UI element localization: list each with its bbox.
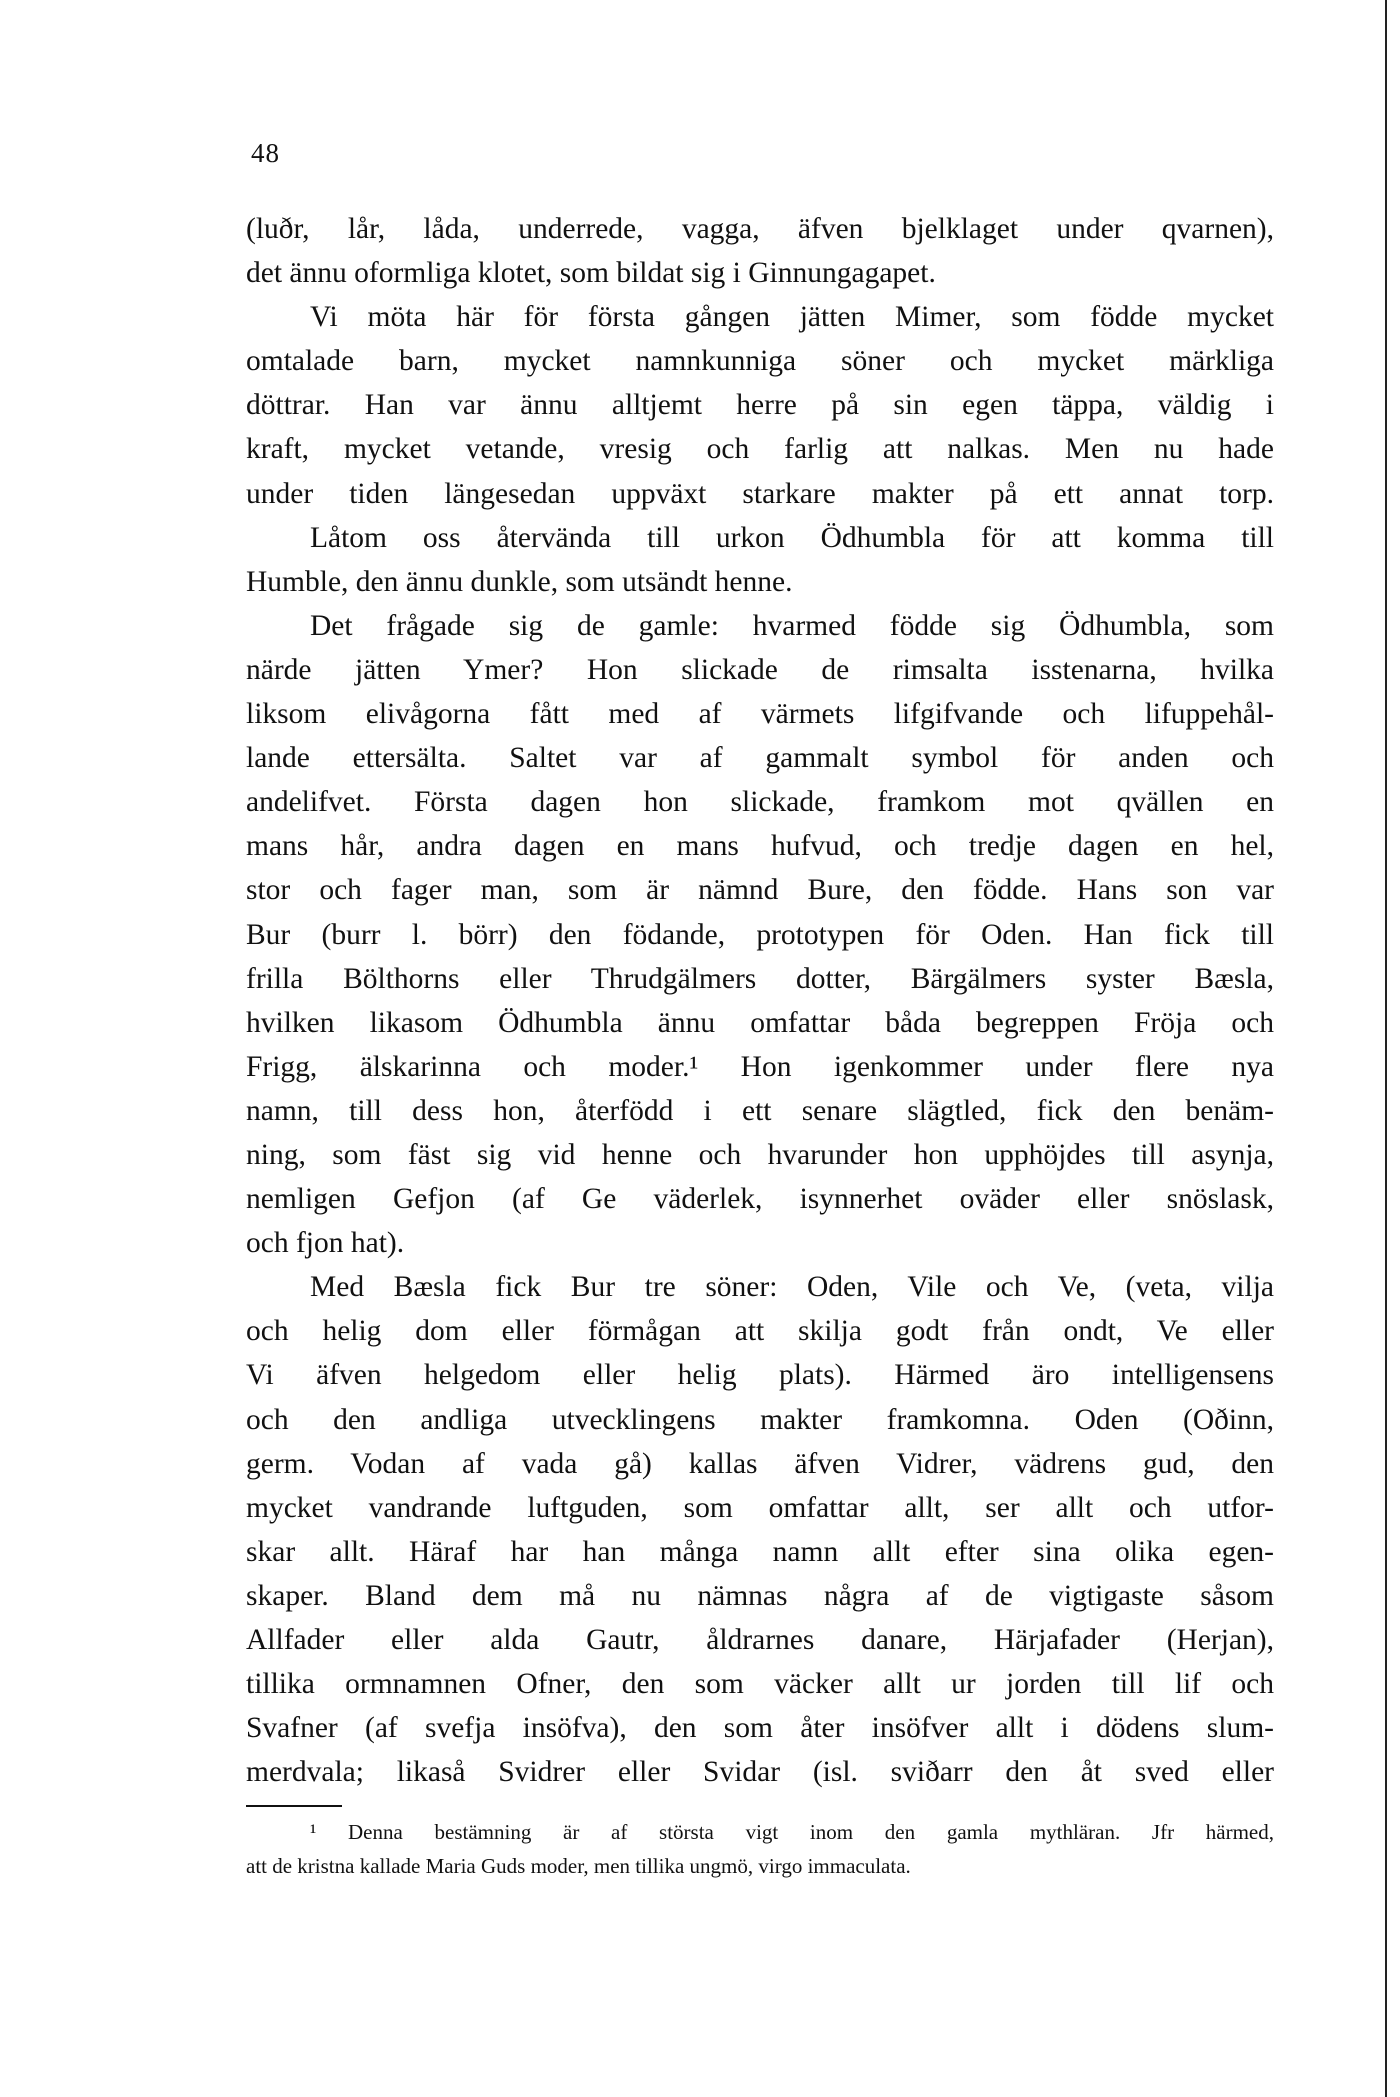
text-line: Svafner (af svefja insöfva), den som åter insöfver allt i dödens slum- xyxy=(246,1712,1274,1745)
text-line: omtalade barn, mycket namnkunniga söner och mycket märkliga xyxy=(246,345,1274,378)
text-line: merdvala; likaså Svidrer eller Svidar (isl. sviðarr den åt sved eller xyxy=(246,1756,1274,1789)
text-line: hvilken likasom Ödhumbla ännu omfattar båda begreppen Fröja och xyxy=(246,1006,1274,1039)
text-line: Allfader eller alda Gautr, åldrarnes danare, Härjafader (Herjan), xyxy=(246,1624,1274,1656)
footnote xyxy=(246,1815,1274,1883)
footnote-line: ¹ Denna bestämning är af största vigt inom den gamla mythläran. Jfr härmed, xyxy=(310,1820,1274,1844)
text-line: Med Bæsla fick Bur tre söner: Oden, Vile och Ve, (veta, vilja xyxy=(310,1271,1274,1304)
text-line: närde jätten Ymer? Hon slickade de rimsalta isstenarna, hvilka xyxy=(246,653,1274,686)
page-edge-line xyxy=(1385,0,1387,2097)
text-line: Vi möta här för första gången jätten Mimer, som födde mycket xyxy=(310,301,1274,334)
footnote-rule xyxy=(246,1805,342,1807)
text-line: lande ettersälta. Saltet var af gammalt symbol för anden och xyxy=(246,742,1274,775)
text-line: skaper. Bland dem må nu nämnas några af de vigtigaste såsom xyxy=(246,1579,1274,1612)
text-line: Bur (burr l. börr) den födande, prototypen för Oden. Han fick till xyxy=(246,918,1274,951)
text-line: Frigg, älskarinna och moder.¹ Hon igenkommer under flere nya xyxy=(246,1050,1274,1083)
text-line: det ännu oformliga klotet, som bildat sig i Ginnungagapet. xyxy=(246,257,936,290)
text-line: germ. Vodan af vada gå) kallas äfven Vidrer, vädrens gud, den xyxy=(246,1447,1274,1480)
text-line: namn, till dess hon, återfödd i ett senare slägtled, fick den benäm- xyxy=(246,1094,1274,1127)
text-line: mans hår, andra dagen en mans hufvud, och tredje dagen en hel, xyxy=(246,830,1274,863)
text-line: kraft, mycket vetande, vresig och farlig att nalkas. Men nu hade xyxy=(246,433,1274,466)
text-line: liksom elivågorna fått med af värmets lifgifvande och lifuppehål- xyxy=(246,698,1274,731)
text-line: (luðr, lår, låda, underrede, vagga, äfven bjelklaget under qvarnen), xyxy=(246,213,1274,245)
text-line: ning, som fäst sig vid henne och hvarunder hon upphöjdes till asynja, xyxy=(246,1138,1274,1171)
text-line: stor och fager man, som är nämnd Bure, den födde. Hans son var xyxy=(246,874,1274,907)
footnote-line: att de kristna kallade Maria Guds moder, men tillika ungmö, virgo immaculata. xyxy=(246,1854,911,1878)
text-line: mycket vandrande luftguden, som omfattar allt, ser allt och utfor- xyxy=(246,1491,1274,1524)
text-line: Det frågade sig de gamle: hvarmed födde sig Ödhumbla, som xyxy=(310,609,1274,642)
text-line: frilla Bölthorns eller Thrudgälmers dotter, Bärgälmers syster Bæsla, xyxy=(246,962,1274,995)
text-line: andelifvet. Första dagen hon slickade, framkom mot qvällen en xyxy=(246,786,1274,819)
text-line: Humble, den ännu dunkle, som utsändt henne. xyxy=(246,565,793,598)
text-line: och helig dom eller förmågan att skilja godt från ondt, Ve eller xyxy=(246,1315,1274,1348)
text-line: under tiden längesedan uppväxt starkare makter på ett annat torp. xyxy=(246,477,1274,510)
text-line: och fjon hat). xyxy=(246,1227,405,1260)
text-line: tillika ormnamnen Ofner, den som väcker allt ur jorden till lif och xyxy=(246,1668,1274,1701)
text-line: nemligen Gefjon (af Ge väderlek, isynnerhet oväder eller snöslask, xyxy=(246,1183,1274,1216)
text-line: och den andliga utvecklingens makter framkomna. Oden (Oðinn, xyxy=(246,1403,1274,1436)
text-line: Låtom oss återvända till urkon Ödhumbla för att komma till xyxy=(310,521,1274,554)
text-line: Vi äfven helgedom eller helig plats). Härmed äro intelligensens xyxy=(246,1359,1274,1392)
text-line: döttrar. Han var ännu alltjemt herre på sin egen täppa, väldig i xyxy=(246,389,1274,422)
text-line: skar allt. Häraf har han många namn allt efter sina olika egen- xyxy=(246,1535,1274,1568)
body-text xyxy=(246,207,1274,1794)
page-number: 48 xyxy=(251,138,280,168)
